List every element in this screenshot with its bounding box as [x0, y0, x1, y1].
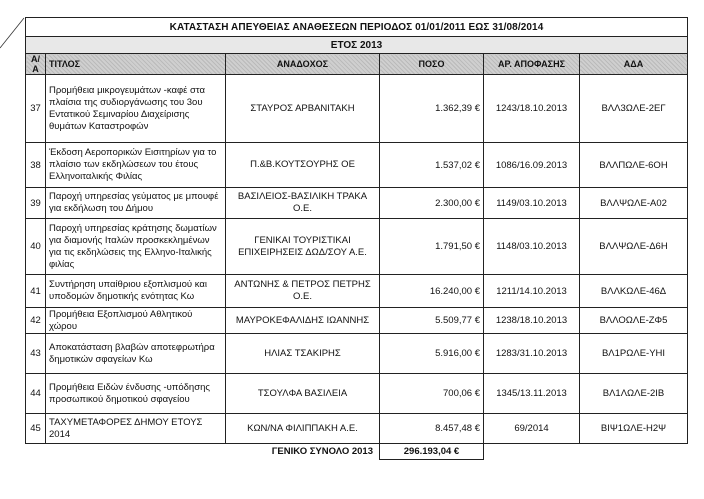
row-amount: 700,06 € [380, 374, 484, 414]
header-row [26, 54, 688, 75]
row-number: 45 [26, 414, 46, 444]
header-ada: ΑΔΑ [580, 54, 688, 75]
row-amount: 1.791,50 € [380, 219, 484, 275]
row-contractor: ΓΕΝΙΚΑΙ ΤΟΥΡΙΣΤΙΚΑΙ ΕΠΙΧΕΙΡΗΣΕΙΣ ΔΩΔ/ΣΟΥ Α.Ε. [226, 219, 380, 275]
row-amount: 5.916,00 € [380, 334, 484, 374]
table-row [26, 414, 688, 444]
table-title: ΚΑΤΑΣΤΑΣΗ ΑΠΕΥΘΕΙΑΣ ΑΝΑΘΕΣΕΩΝ ΠΕΡΙΟΔΟΣ 01/01/2011 ΕΩΣ 31/08/2014 [26, 18, 688, 37]
header-aa: Α/Α [26, 54, 46, 75]
row-title: Παροχή υπηρεσίας γεύματος με μπουφέ για εκδήλωση του Δήμου [46, 188, 226, 219]
row-decision: 1149/03.10.2013 [484, 188, 580, 219]
header-contractor: ΑΝΑΔΟΧΟΣ [226, 54, 380, 75]
table-row [26, 374, 688, 414]
row-contractor: ΜΑΥΡΟΚΕΦΑΛΙΔΗΣ ΙΩΑΝΝΗΣ [226, 308, 380, 334]
row-ada: ΒΛ1ΛΩΛΕ-2ΙΒ [580, 374, 688, 414]
row-title: Έκδοση Αεροπορικών Εισιτηρίων για το πλαίσιο των εκδηλώσεων του έτους Ελληνοιταλικής Φιλίας [46, 143, 226, 188]
total-value: 296.193,04 € [380, 444, 484, 460]
total-label: ΓΕΝΙΚΟ ΣΥΝΟΛΟ 2013 [271, 446, 373, 458]
row-amount: 1.537,02 € [380, 143, 484, 188]
table-row [26, 308, 688, 334]
row-title: Αποκατάσταση βλαβών αποτεφρωτήρα δημοτικών σφαγείων Κω [46, 334, 226, 374]
row-number: 39 [26, 188, 46, 219]
row-ada: ΒΛΛΚΩΛΕ-46Δ [580, 275, 688, 308]
row-number: 37 [26, 75, 46, 143]
row-amount: 16.240,00 € [380, 275, 484, 308]
row-title: Παροχή υπηρεσίας κράτησης δωματίων για διαμονής Ιταλών προσκεκλημένων για τις εκδηλώσεις της Ελληνο-Ιταλικής φιλίας [46, 219, 226, 275]
row-number: 41 [26, 275, 46, 308]
row-ada: ΒΛΛΨΩΛΕ-Α02 [580, 188, 688, 219]
row-number: 43 [26, 334, 46, 374]
row-decision: 1086/16.09.2013 [484, 143, 580, 188]
row-contractor: ΣΤΑΥΡΟΣ ΑΡΒΑΝΙΤΑΚΗ [226, 75, 380, 143]
row-ada: ΒΛ1ΡΩΛΕ-ΥΗΙ [580, 334, 688, 374]
row-amount: 5.509,77 € [380, 308, 484, 334]
row-number: 38 [26, 143, 46, 188]
table-row [26, 75, 688, 143]
row-amount: 8.457,48 € [380, 414, 484, 444]
row-number: 44 [26, 374, 46, 414]
row-amount: 2.300,00 € [380, 188, 484, 219]
total-spacer-right [484, 444, 688, 460]
year-label: ΕΤΟΣ 2013 [26, 37, 688, 54]
row-title: Προμήθεια μικρογευμάτων -καφέ στα πλαίσια της συδιοργάνωσης του 3ου Εντατικού Σεμιναρίου Διαχείρισης θυμάτων Καταστροφών [46, 75, 226, 143]
row-title: Προμήθεια Ειδών ένδυσης -υπόδησης προσωπικού δημοτικού σφαγείου [46, 374, 226, 414]
procurement-table [25, 17, 688, 460]
row-decision: 1211/14.10.2013 [484, 275, 580, 308]
year-row [26, 37, 688, 54]
row-contractor: ΚΩΝ/ΝΑ ΦΙΛΙΠΠΑΚΗ Α.Ε. [226, 414, 380, 444]
table-row [26, 219, 688, 275]
header-title: ΤΙΤΛΟΣ [46, 54, 226, 75]
row-contractor: ΗΛΙΑΣ ΤΣΑΚΙΡΗΣ [226, 334, 380, 374]
header-amount: ΠΟΣΟ [380, 54, 484, 75]
row-decision: 1238/18.10.2013 [484, 308, 580, 334]
header-decision: ΑΡ. ΑΠΟΦΑΣΗΣ [484, 54, 580, 75]
row-ada: ΒΛΛ3ΩΛΕ-2ΕΓ [580, 75, 688, 143]
row-decision: 69/2014 [484, 414, 580, 444]
row-ada: ΒΛΛΨΩΛΕ-Δ6Η [580, 219, 688, 275]
table-row [26, 275, 688, 308]
row-decision: 1283/31.10.2013 [484, 334, 580, 374]
row-title: Προμήθεια Εξοπλισμού Αθλητικού χώρου [46, 308, 226, 334]
total-row [26, 444, 688, 460]
row-contractor: ΒΑΣΙΛΕΙΟΣ-ΒΑΣΙΛΙΚΗ ΤΡΑΚΑ Ο.Ε. [226, 188, 380, 219]
row-number: 40 [26, 219, 46, 275]
table-row [26, 188, 688, 219]
title-row [26, 18, 688, 37]
row-amount: 1.362,39 € [380, 75, 484, 143]
total-spacer [26, 444, 226, 460]
table-row [26, 334, 688, 374]
row-title: ΤΑΧΥΜΕΤΑΦΟΡΕΣ ΔΗΜΟΥ ΕΤΟΥΣ 2014 [46, 414, 226, 444]
row-decision: 1243/18.10.2013 [484, 75, 580, 143]
row-number: 42 [26, 308, 46, 334]
row-title: Συντήρηση υπαίθριου εξοπλισμού και υποδομών δημοτικής ενότητας Κω [46, 275, 226, 308]
row-contractor: ΤΣΟΥΛΦΑ ΒΑΣΙΛΕΙΑ [226, 374, 380, 414]
table-row [26, 143, 688, 188]
row-ada: ΒΛΛΠΩΛΕ-6ΟΗ [580, 143, 688, 188]
row-decision: 1148/03.10.2013 [484, 219, 580, 275]
row-contractor: Π.&Β.ΚΟΥΤΣΟΥΡΗΣ ΟΕ [226, 143, 380, 188]
row-contractor: ΑΝΤΩΝΗΣ & ΠΕΤΡΟΣ ΠΕΤΡΗΣ Ο.Ε. [226, 275, 380, 308]
row-ada: ΒΙΨ1ΩΛΕ-Η2Ψ [580, 414, 688, 444]
row-decision: 1345/13.11.2013 [484, 374, 580, 414]
row-ada: ΒΛΛΟΩΛΕ-ΖΦ5 [580, 308, 688, 334]
